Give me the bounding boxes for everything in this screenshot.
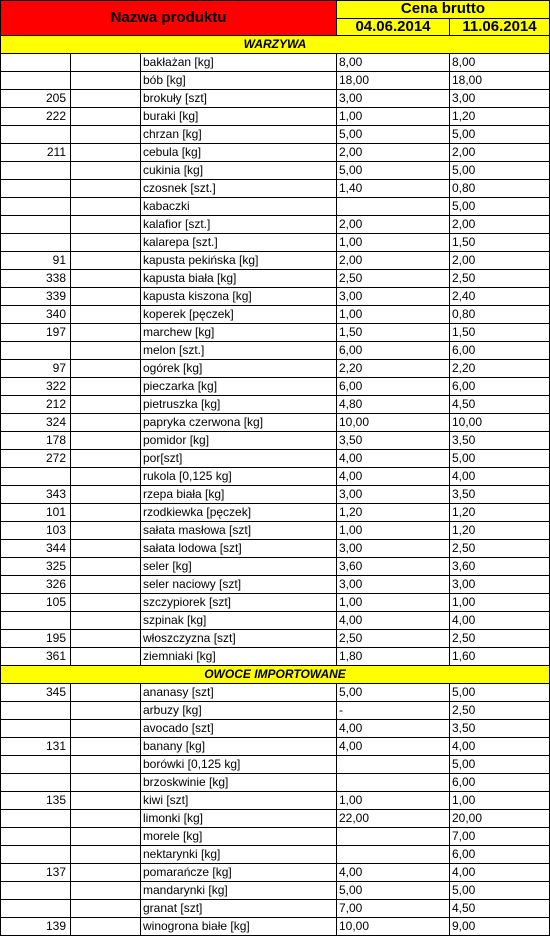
table-row (1, 792, 550, 810)
table-row (1, 234, 550, 252)
blank-cell (71, 720, 141, 738)
price-date1: 4,00 (337, 468, 450, 486)
product-code (1, 342, 71, 360)
product-name: rzepa biała [kg] (141, 486, 337, 504)
price-date2: 4,00 (450, 468, 550, 486)
product-name: sałata masłowa [szt] (141, 522, 337, 540)
price-date1: 4,00 (337, 720, 450, 738)
blank-cell (71, 90, 141, 108)
price-date1: 4,00 (337, 612, 450, 630)
price-date2: 1,50 (450, 324, 550, 342)
table-row (1, 270, 550, 288)
price-date1: 10,00 (337, 414, 450, 432)
blank-cell (71, 126, 141, 144)
price-date2: 2,50 (450, 630, 550, 648)
price-date2: 3,00 (450, 90, 550, 108)
price-date1: 3,60 (337, 558, 450, 576)
product-name: czosnek [szt.] (141, 180, 337, 198)
price-date1: 3,00 (337, 486, 450, 504)
price-date1: 1,00 (337, 306, 450, 324)
price-date2: 3,50 (450, 720, 550, 738)
price-date1 (337, 828, 450, 846)
table-row (1, 900, 550, 918)
price-date1 (337, 846, 450, 864)
price-date2: 5,00 (450, 882, 550, 900)
price-date1: 4,80 (337, 396, 450, 414)
product-name: pomidor [kg] (141, 432, 337, 450)
product-name: pietruszka [kg] (141, 396, 337, 414)
blank-cell (71, 774, 141, 792)
blank-cell (71, 576, 141, 594)
product-code (1, 756, 71, 774)
price-date2: 2,20 (450, 360, 550, 378)
table-row (1, 288, 550, 306)
table-row (1, 360, 550, 378)
product-code: 135 (1, 792, 71, 810)
table-row (1, 648, 550, 666)
product-code: 322 (1, 378, 71, 396)
product-code: 340 (1, 306, 71, 324)
price-date2: 4,00 (450, 612, 550, 630)
blank-cell (71, 252, 141, 270)
price-date2: 1,50 (450, 234, 550, 252)
price-date2: 3,00 (450, 576, 550, 594)
product-code (1, 198, 71, 216)
blank-cell (71, 648, 141, 666)
price-date1: 1,00 (337, 594, 450, 612)
product-code: 338 (1, 270, 71, 288)
product-name: szpinak [kg] (141, 612, 337, 630)
price-date1: 2,50 (337, 630, 450, 648)
blank-cell (71, 504, 141, 522)
price-date1: 4,00 (337, 450, 450, 468)
price-date2: 9,00 (450, 918, 550, 936)
product-name: mandarynki [kg] (141, 882, 337, 900)
blank-cell (71, 756, 141, 774)
price-date1: 10,00 (337, 918, 450, 936)
price-date2: 2,50 (450, 270, 550, 288)
product-code (1, 810, 71, 828)
price-date2: 2,00 (450, 216, 550, 234)
product-name: morele [kg] (141, 828, 337, 846)
product-name: nektarynki [kg] (141, 846, 337, 864)
price-date2: 1,20 (450, 108, 550, 126)
price-date1: 2,00 (337, 144, 450, 162)
product-name: sałata lodowa [szt] (141, 540, 337, 558)
table-row (1, 468, 550, 486)
blank-cell (71, 306, 141, 324)
price-date1: 5,00 (337, 882, 450, 900)
product-code: 361 (1, 648, 71, 666)
product-name: marchew [kg] (141, 324, 337, 342)
blank-cell (71, 72, 141, 90)
table-row (1, 810, 550, 828)
table-row (1, 180, 550, 198)
price-date1: 4,00 (337, 738, 450, 756)
table-row (1, 684, 550, 702)
table-row (1, 162, 550, 180)
blank-cell (71, 702, 141, 720)
price-date2: 18,00 (450, 72, 550, 90)
price-date2: 6,00 (450, 774, 550, 792)
product-code: 178 (1, 432, 71, 450)
price-date2: 20,00 (450, 810, 550, 828)
product-code: 344 (1, 540, 71, 558)
product-name: brokuły [szt] (141, 90, 337, 108)
product-name: brzoskwinie [kg] (141, 774, 337, 792)
price-date2: 4,00 (450, 864, 550, 882)
price-date2: 1,00 (450, 594, 550, 612)
blank-cell (71, 234, 141, 252)
price-date2: 3,60 (450, 558, 550, 576)
price-date2: 0,80 (450, 306, 550, 324)
product-code: 101 (1, 504, 71, 522)
price-date2: 1,20 (450, 504, 550, 522)
product-code: 137 (1, 864, 71, 882)
blank-cell (71, 162, 141, 180)
blank-cell (71, 396, 141, 414)
price-date2: 2,50 (450, 540, 550, 558)
product-name: melon [szt.] (141, 342, 337, 360)
blank-cell (71, 846, 141, 864)
price-date1 (337, 774, 450, 792)
product-name: chrzan [kg] (141, 126, 337, 144)
price-date1: 18,00 (337, 72, 450, 90)
blank-cell (71, 684, 141, 702)
product-code (1, 468, 71, 486)
price-date2: 6,00 (450, 342, 550, 360)
price-date2: 5,00 (450, 450, 550, 468)
product-code (1, 126, 71, 144)
blank-cell (71, 288, 141, 306)
table-row (1, 846, 550, 864)
section-title: WARZYWA (1, 36, 550, 54)
table-row (1, 432, 550, 450)
table-row (1, 774, 550, 792)
price-date1 (337, 198, 450, 216)
blank-cell (71, 378, 141, 396)
product-name: arbuzy [kg] (141, 702, 337, 720)
blank-cell (71, 900, 141, 918)
product-name-header: Nazwa produktu (1, 1, 337, 36)
date1-header: 04.06.2014 (337, 18, 450, 36)
price-date2: 1,00 (450, 792, 550, 810)
table-row (1, 882, 550, 900)
product-name: kapusta pekińska [kg] (141, 252, 337, 270)
table-row (1, 414, 550, 432)
price-date1: 3,00 (337, 288, 450, 306)
blank-cell (71, 342, 141, 360)
table-row (1, 126, 550, 144)
price-date2: 0,80 (450, 180, 550, 198)
product-code (1, 216, 71, 234)
price-date2: 10,00 (450, 414, 550, 432)
product-code (1, 702, 71, 720)
price-date1: - (337, 702, 450, 720)
table-row (1, 378, 550, 396)
product-code: 131 (1, 738, 71, 756)
product-name: avocado [szt] (141, 720, 337, 738)
section-title: OWOCE IMPORTOWANE (1, 666, 550, 684)
product-code: 105 (1, 594, 71, 612)
price-date2: 2,00 (450, 144, 550, 162)
product-name: kalafior [szt.] (141, 216, 337, 234)
product-name: limonki [kg] (141, 810, 337, 828)
table-row (1, 396, 550, 414)
blank-cell (71, 612, 141, 630)
table-row (1, 540, 550, 558)
blank-cell (71, 360, 141, 378)
price-date1: 5,00 (337, 162, 450, 180)
product-code (1, 54, 71, 72)
product-code: 103 (1, 522, 71, 540)
blank-cell (71, 828, 141, 846)
price-date2: 4,50 (450, 900, 550, 918)
product-name: kalarepa [szt.] (141, 234, 337, 252)
product-name: bakłażan [kg] (141, 54, 337, 72)
section-header-row (1, 666, 550, 684)
table-row (1, 198, 550, 216)
blank-cell (71, 216, 141, 234)
product-code (1, 882, 71, 900)
price-date2: 2,40 (450, 288, 550, 306)
blank-cell (71, 270, 141, 288)
blank-cell (71, 882, 141, 900)
price-date2: 2,00 (450, 252, 550, 270)
table-row (1, 702, 550, 720)
table-body (1, 36, 550, 936)
table-row (1, 630, 550, 648)
product-code (1, 828, 71, 846)
price-date1: 1,00 (337, 234, 450, 252)
blank-cell (71, 594, 141, 612)
price-date1 (337, 756, 450, 774)
price-date1: 22,00 (337, 810, 450, 828)
product-code (1, 846, 71, 864)
blank-cell (71, 738, 141, 756)
product-code (1, 774, 71, 792)
table-row (1, 558, 550, 576)
blank-cell (71, 324, 141, 342)
blank-cell (71, 792, 141, 810)
product-name: pomarańcze [kg] (141, 864, 337, 882)
table-row (1, 612, 550, 630)
price-date2: 4,50 (450, 396, 550, 414)
blank-cell (71, 810, 141, 828)
product-code (1, 180, 71, 198)
table-row (1, 918, 550, 936)
product-name: banany [kg] (141, 738, 337, 756)
table-row (1, 90, 550, 108)
product-code (1, 162, 71, 180)
product-name: seler [kg] (141, 558, 337, 576)
product-code: 339 (1, 288, 71, 306)
blank-cell (71, 486, 141, 504)
blank-cell (71, 432, 141, 450)
table-row (1, 576, 550, 594)
table-row (1, 828, 550, 846)
price-date2: 5,00 (450, 756, 550, 774)
blank-cell (71, 198, 141, 216)
product-code: 343 (1, 486, 71, 504)
price-date2: 5,00 (450, 162, 550, 180)
table-row (1, 486, 550, 504)
price-date1: 8,00 (337, 54, 450, 72)
table-row (1, 306, 550, 324)
blank-cell (71, 414, 141, 432)
price-date2: 3,50 (450, 432, 550, 450)
table-row (1, 450, 550, 468)
product-name: ziemniaki [kg] (141, 648, 337, 666)
price-date1: 3,00 (337, 576, 450, 594)
blank-cell (71, 522, 141, 540)
table-row (1, 216, 550, 234)
product-name: koperek [pęczek] (141, 306, 337, 324)
product-code (1, 234, 71, 252)
price-date2: 1,60 (450, 648, 550, 666)
blank-cell (71, 108, 141, 126)
product-name: kabaczki (141, 198, 337, 216)
blank-cell (71, 918, 141, 936)
section-header-row (1, 36, 550, 54)
product-code: 197 (1, 324, 71, 342)
price-date2: 6,00 (450, 378, 550, 396)
product-code: 326 (1, 576, 71, 594)
price-date2: 5,00 (450, 126, 550, 144)
price-date1: 1,40 (337, 180, 450, 198)
product-name: buraki [kg] (141, 108, 337, 126)
price-date1: 1,80 (337, 648, 450, 666)
product-code: 272 (1, 450, 71, 468)
product-name: pieczarka [kg] (141, 378, 337, 396)
price-date1: 7,00 (337, 900, 450, 918)
price-date1: 2,20 (337, 360, 450, 378)
product-name: granat [szt] (141, 900, 337, 918)
table-row (1, 252, 550, 270)
price-date1: 1,00 (337, 792, 450, 810)
price-date1: 1,20 (337, 504, 450, 522)
price-date1: 3,00 (337, 90, 450, 108)
price-date1: 6,00 (337, 342, 450, 360)
blank-cell (71, 558, 141, 576)
table-row (1, 756, 550, 774)
table-row (1, 144, 550, 162)
price-date1: 2,50 (337, 270, 450, 288)
price-date2: 5,00 (450, 684, 550, 702)
product-code: 325 (1, 558, 71, 576)
product-code: 195 (1, 630, 71, 648)
price-date1: 6,00 (337, 378, 450, 396)
price-date1: 2,00 (337, 216, 450, 234)
product-name: kapusta biała [kg] (141, 270, 337, 288)
price-date1: 5,00 (337, 126, 450, 144)
table-row (1, 324, 550, 342)
product-code: 91 (1, 252, 71, 270)
product-code (1, 900, 71, 918)
product-name: winogrona białe [kg] (141, 918, 337, 936)
product-code: 139 (1, 918, 71, 936)
product-name: ananasy [szt] (141, 684, 337, 702)
product-code (1, 72, 71, 90)
product-name: ogórek [kg] (141, 360, 337, 378)
product-code: 324 (1, 414, 71, 432)
price-date2: 7,00 (450, 828, 550, 846)
blank-cell (71, 144, 141, 162)
blank-cell (71, 468, 141, 486)
product-name: kapusta kiszona [kg] (141, 288, 337, 306)
product-name: borówki [0,125 kg] (141, 756, 337, 774)
price-header: Cena brutto (337, 1, 550, 19)
product-name: rzodkiewka [pęczek] (141, 504, 337, 522)
table-row (1, 72, 550, 90)
price-date2: 1,20 (450, 522, 550, 540)
product-name: kiwi [szt] (141, 792, 337, 810)
table-row (1, 594, 550, 612)
price-date2: 6,00 (450, 846, 550, 864)
product-name: rukola [0,125 kg] (141, 468, 337, 486)
product-code (1, 612, 71, 630)
blank-cell (71, 864, 141, 882)
price-date1: 2,00 (337, 252, 450, 270)
price-date2: 4,00 (450, 738, 550, 756)
product-code: 222 (1, 108, 71, 126)
blank-cell (71, 180, 141, 198)
price-date1: 1,00 (337, 108, 450, 126)
product-name: szczypiorek [szt] (141, 594, 337, 612)
product-code (1, 720, 71, 738)
table-row (1, 108, 550, 126)
blank-cell (71, 540, 141, 558)
product-code: 205 (1, 90, 71, 108)
price-date1: 1,00 (337, 522, 450, 540)
table-row (1, 54, 550, 72)
table-row (1, 342, 550, 360)
product-code: 211 (1, 144, 71, 162)
price-date1: 3,00 (337, 540, 450, 558)
price-date1: 3,50 (337, 432, 450, 450)
price-date2: 5,00 (450, 198, 550, 216)
product-code: 212 (1, 396, 71, 414)
table-row (1, 738, 550, 756)
table-row (1, 864, 550, 882)
product-name: seler naciowy [szt] (141, 576, 337, 594)
price-date1: 5,00 (337, 684, 450, 702)
product-name: cebula [kg] (141, 144, 337, 162)
price-date1: 1,50 (337, 324, 450, 342)
table-row (1, 720, 550, 738)
product-name: por[szt] (141, 450, 337, 468)
date2-header: 11.06.2014 (450, 18, 550, 36)
price-date2: 3,50 (450, 486, 550, 504)
price-date1: 4,00 (337, 864, 450, 882)
product-name: papryka czerwona [kg] (141, 414, 337, 432)
product-name: włoszczyzna [szt] (141, 630, 337, 648)
price-date2: 8,00 (450, 54, 550, 72)
table-row (1, 522, 550, 540)
product-name: bób [kg] (141, 72, 337, 90)
blank-cell (71, 54, 141, 72)
price-date2: 2,50 (450, 702, 550, 720)
blank-cell (71, 630, 141, 648)
product-name: cukinia [kg] (141, 162, 337, 180)
table-row (1, 504, 550, 522)
product-code: 345 (1, 684, 71, 702)
product-code: 97 (1, 360, 71, 378)
blank-cell (71, 450, 141, 468)
